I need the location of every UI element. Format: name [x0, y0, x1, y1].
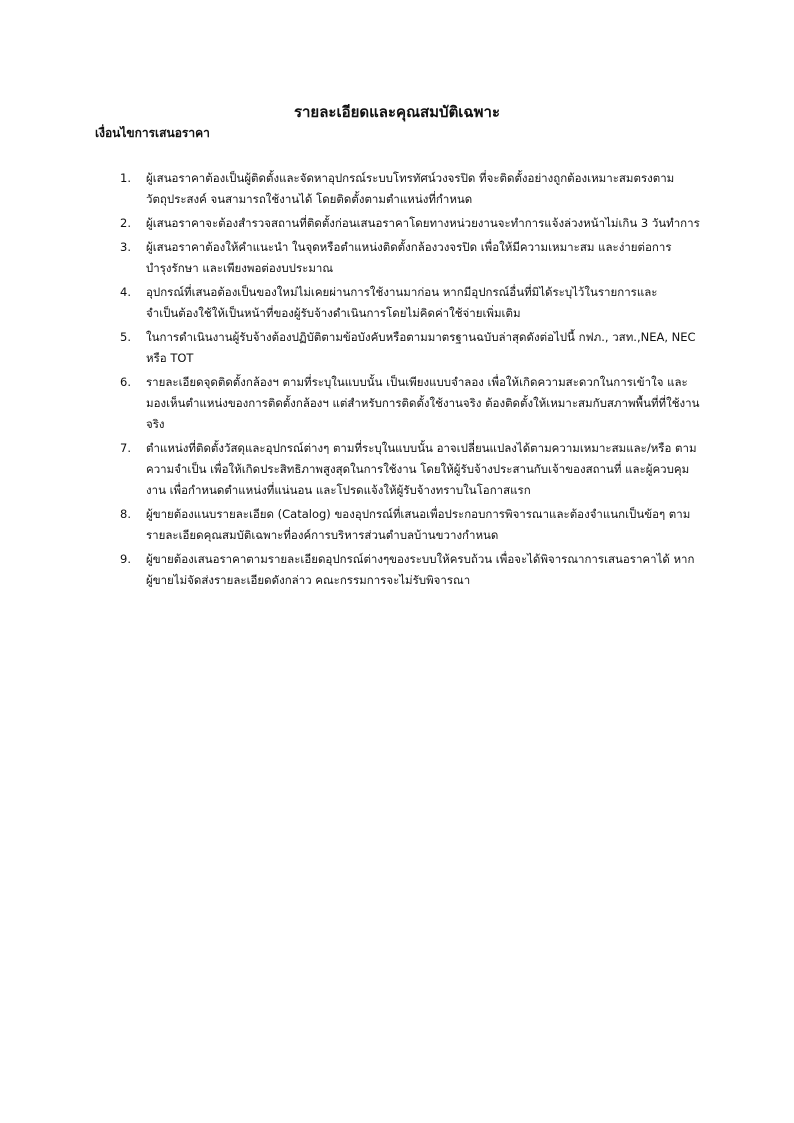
- list-item-text: [146, 213, 708, 234]
- list-item-text: [146, 327, 708, 369]
- list-item: [0, 213, 794, 234]
- list-item-number: 4.: [120, 285, 131, 299]
- list-item: [0, 237, 794, 279]
- list-item-number: 7.: [120, 441, 131, 455]
- list-item-text: [146, 504, 708, 546]
- list-item: [0, 372, 794, 435]
- list-item-number: 3.: [120, 240, 131, 254]
- text-line: จำเป็นต้องใช้ให้เป็นหน้าที่ของผู้รับจ้างดำเนินการโดยไม่คิดค่าใช้จ่ายเพิ่มเติม: [146, 306, 521, 320]
- list-item-text: [146, 282, 708, 324]
- list-item-number: 6.: [120, 375, 131, 389]
- list-item-number: 9.: [120, 552, 131, 566]
- list-item-number: 5.: [120, 330, 131, 344]
- list-item-number: 2.: [120, 216, 131, 230]
- list-item-text: [146, 372, 708, 435]
- list-item-text: [146, 549, 708, 591]
- list-item-number: 8.: [120, 507, 131, 521]
- list-item-text: [146, 438, 708, 501]
- text-line: หรือ TOT: [146, 351, 194, 365]
- list-item: [0, 504, 794, 546]
- text-line: จริง: [146, 417, 165, 431]
- text-line: รายละเอียดจุดติดตั้งกล้องฯ ตามที่ระบุในแบบนั้น เป็นเพียงแบบจำลอง เพื่อให้เกิดความสะดวกในการเข้าใจ และ: [146, 375, 688, 389]
- text-line: ความจำเป็น เพื่อให้เกิดประสิทธิภาพสูงสุดในการใช้งาน โดยให้ผู้รับจ้างประสานกับเจ้าของสถานที่ และผู้ควบคุม: [146, 462, 690, 476]
- text-line: มองเห็นตำแหน่งของการติดตั้งกล้องฯ แต่สำหรับการติดตั้งใช้งานจริง ต้องติดตั้งให้เหมาะสมกับสภาพพื้นที่ที่ใช้งาน: [146, 396, 700, 410]
- text-line: ผู้เสนอราคาต้องเป็นผู้ติดตั้งและจัดหาอุปกรณ์ระบบโทรทัศน์วงจรปิด ที่จะติดตั้งอย่างถูกต้องเหมาะสมตรงตาม: [146, 171, 675, 185]
- list-item: [0, 282, 794, 324]
- list-item: [0, 549, 794, 591]
- text-line: ผู้ขายต้องเสนอราคาตามรายละเอียดอุปกรณ์ต่างๆของระบบให้ครบถ้วน เพื่อจะได้พิจารณาการเสนอราคาได้ หาก: [146, 552, 695, 566]
- text-line: ผู้ขายต้องแนบรายละเอียด (Catalog) ของอุปกรณ์ที่เสนอเพื่อประกอบการพิจารณาและต้องจำแนกเป็นข้อๆ ตาม: [146, 507, 691, 521]
- text-line: อุปกรณ์ที่เสนอต้องเป็นของใหม่ไม่เคยผ่านการใช้งานมาก่อน หากมีอุปกรณ์อื่นที่มิได้ระบุไว้ในรายการและ: [146, 285, 658, 299]
- list-item: [0, 438, 794, 501]
- text-line: ผู้เสนอราคาต้องให้คำแนะนำ ในจุดหรือตำแหน่งติดตั้งกล้องวงจรปิด เพื่อให้มีความเหมาะสม และง่ายต่อการ: [146, 240, 672, 254]
- text-line: งาน เพื่อกำหนดตำแหน่งที่แน่นอน และโปรดแจ้งให้ผู้รับจ้างทราบในโอกาสแรก: [146, 483, 531, 497]
- text-line: ผู้เสนอราคาจะต้องสำรวจสถานที่ติดตั้งก่อนเสนอราคาโดยทางหน่วยงานจะทำการแจ้งล่วงหน้าไม่เกิน 3 วันทำการ: [146, 216, 700, 230]
- text-line: ผู้ขายไม่จัดส่งรายละเอียดดังกล่าว คณะกรรมการจะไม่รับพิจารณา: [146, 573, 471, 587]
- list-item: [0, 327, 794, 369]
- text-line: ในการดำเนินงานผู้รับจ้างต้องปฏิบัติตามข้อบังคับหรือตามมาตรฐานฉบับล่าสุดดังต่อไปนี้ กฟภ., วสท.,NEA, NEC: [146, 330, 696, 344]
- text-line: รายละเอียดคุณสมบัติเฉพาะที่องค์การบริหารส่วนตำบลบ้านขวางกำหนด: [146, 528, 499, 542]
- conditions-list: [0, 168, 794, 594]
- text-line: บำรุงรักษา และเพียงพอต่องบประมาณ: [146, 261, 334, 275]
- list-item: [0, 168, 794, 210]
- section-heading: เงื่อนไขการเสนอราคา: [95, 126, 210, 140]
- list-item-text: [146, 168, 708, 210]
- text-line: ตำแหน่งที่ติดตั้งวัสดุและอุปกรณ์ต่างๆ ตามที่ระบุในแบบนั้น อาจเปลี่ยนแปลงได้ตามความเหมาะสมและ/หรือ ตาม: [146, 441, 697, 455]
- list-item-number: 1.: [120, 171, 131, 185]
- text-line: วัตถุประสงค์ จนสามารถใช้งานได้ โดยติดตั้งตามตำแหน่งที่กำหนด: [146, 192, 473, 206]
- list-item-text: [146, 237, 708, 279]
- page-title: รายละเอียดและคุณสมบัติเฉพาะ: [293, 103, 501, 121]
